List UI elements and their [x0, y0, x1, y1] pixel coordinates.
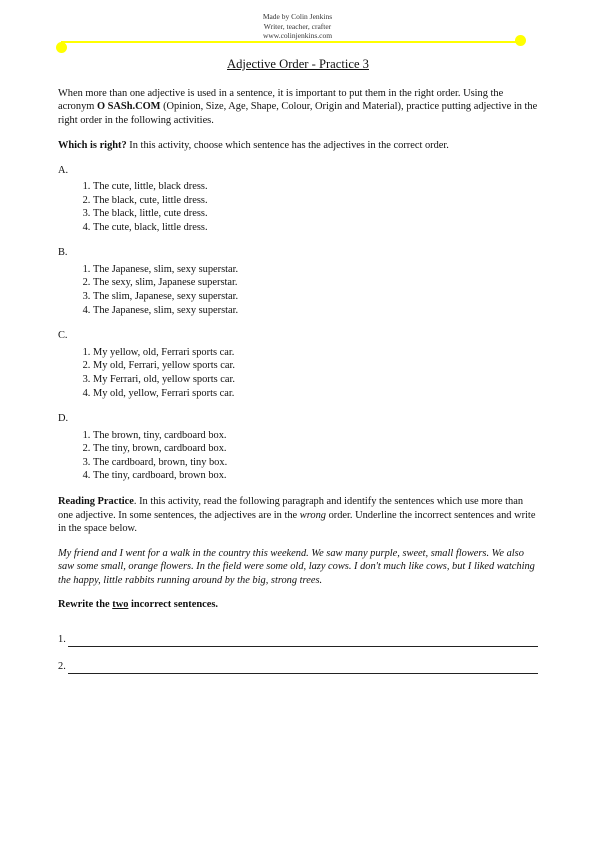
- option-item: 4. My old, yellow, Ferrari sports car.: [93, 387, 538, 401]
- question-group-d: [58, 412, 538, 483]
- reading-text-2: order. Underline the incorrect sentences and write in the space below.: [58, 509, 536, 534]
- worksheet-body: [58, 58, 538, 688]
- intro-paragraph: [58, 87, 538, 128]
- rule-dot-left: [56, 42, 67, 53]
- header-rule: [57, 36, 525, 48]
- rewrite-instructions: [58, 598, 538, 612]
- rewrite-pre: Rewrite the: [58, 599, 113, 610]
- question-group-c: [58, 329, 538, 400]
- option-item: 2. The sexy, slim, Japanese superstar.: [93, 276, 538, 290]
- option-item: 4. The cute, black, little dress.: [93, 221, 538, 235]
- option-item: 2. The tiny, brown, cardboard box.: [93, 442, 538, 456]
- header-tagline: Writer, teacher, crafter: [263, 21, 332, 31]
- answer-row-2: [58, 661, 538, 674]
- option-item: 1. The brown, tiny, cardboard box.: [93, 429, 538, 443]
- task-heading: Which is right?: [58, 140, 127, 151]
- rule-dot-right: [515, 35, 526, 46]
- answer-number: 1.: [58, 634, 66, 645]
- intro-acronym: O SASh.COM: [96, 101, 161, 112]
- header-author: Made by Colin Jenkins: [262, 12, 333, 21]
- option-list: [58, 180, 538, 234]
- header-rule-line: [61, 41, 521, 43]
- option-item: 2. The black, cute, little dress.: [93, 194, 538, 208]
- rewrite-two: two: [112, 599, 129, 610]
- intro-text-2: (Opinion, Size, Age, Shape, Colour, Origin and Material), practice putting adjective in the right order in the following activities.: [58, 101, 538, 126]
- option-list: [58, 346, 538, 400]
- question-group-b: [58, 246, 538, 317]
- option-item: 3. The black, little, cute dress.: [93, 207, 538, 221]
- option-list: [58, 263, 538, 317]
- group-label: D.: [58, 413, 69, 425]
- header-website: www.colinjenkins.com: [262, 31, 333, 40]
- reading-instructions: [58, 495, 538, 536]
- option-item: 1. The Japanese, slim, sexy superstar.: [93, 263, 538, 277]
- option-item: 2. My old, Ferrari, yellow sports car.: [93, 359, 538, 373]
- group-label: A.: [58, 164, 69, 176]
- page-title: Adjective Order - Practice 3: [227, 57, 369, 71]
- option-item: 3. My Ferrari, old, yellow sports car.: [93, 373, 538, 387]
- question-group-a: [58, 164, 538, 235]
- option-item: 1. My yellow, old, Ferrari sports car.: [93, 346, 538, 360]
- rewrite-post: incorrect sentences.: [128, 599, 218, 610]
- answer-row-1: [58, 634, 538, 647]
- option-list: [58, 429, 538, 483]
- reading-wrong: wrong: [299, 509, 326, 521]
- option-item: 3. The cardboard, brown, tiny box.: [93, 456, 538, 470]
- task-text: In this activity, choose which sentence has the adjectives in the correct order.: [126, 140, 449, 151]
- group-label: C.: [58, 330, 68, 342]
- answer-line[interactable]: [68, 664, 538, 674]
- option-item: 1. The cute, little, black dress.: [93, 180, 538, 194]
- option-item: 3. The slim, Japanese, sexy superstar.: [93, 290, 538, 304]
- answer-line[interactable]: [68, 637, 538, 647]
- reading-passage: My friend and I went for a walk in the country this weekend. We saw many purple, sweet, small flowers. We also saw some small, orange flowers. In the field were some old, lazy cows. I don't much like cows, but I liked watching the happy, little rabbits running around by the big, strong trees.: [58, 547, 535, 586]
- option-item: 4. The tiny, cardboard, brown box.: [93, 469, 538, 483]
- intro-text-1: When more than one adjective is used in a sentence, it is important to put them in the right order. Using the acronym: [58, 87, 504, 112]
- task-instructions: [58, 139, 538, 153]
- reading-heading: Reading Practice: [58, 496, 134, 507]
- answer-number: 2.: [58, 661, 66, 672]
- option-item: 4. The Japanese, slim, sexy superstar.: [93, 304, 538, 318]
- group-label: B.: [58, 247, 68, 259]
- reading-text-1: . In this activity, read the following paragraph and identify the sentences which use more than one adjective. In some sentences, the adjectives are in the: [58, 496, 524, 521]
